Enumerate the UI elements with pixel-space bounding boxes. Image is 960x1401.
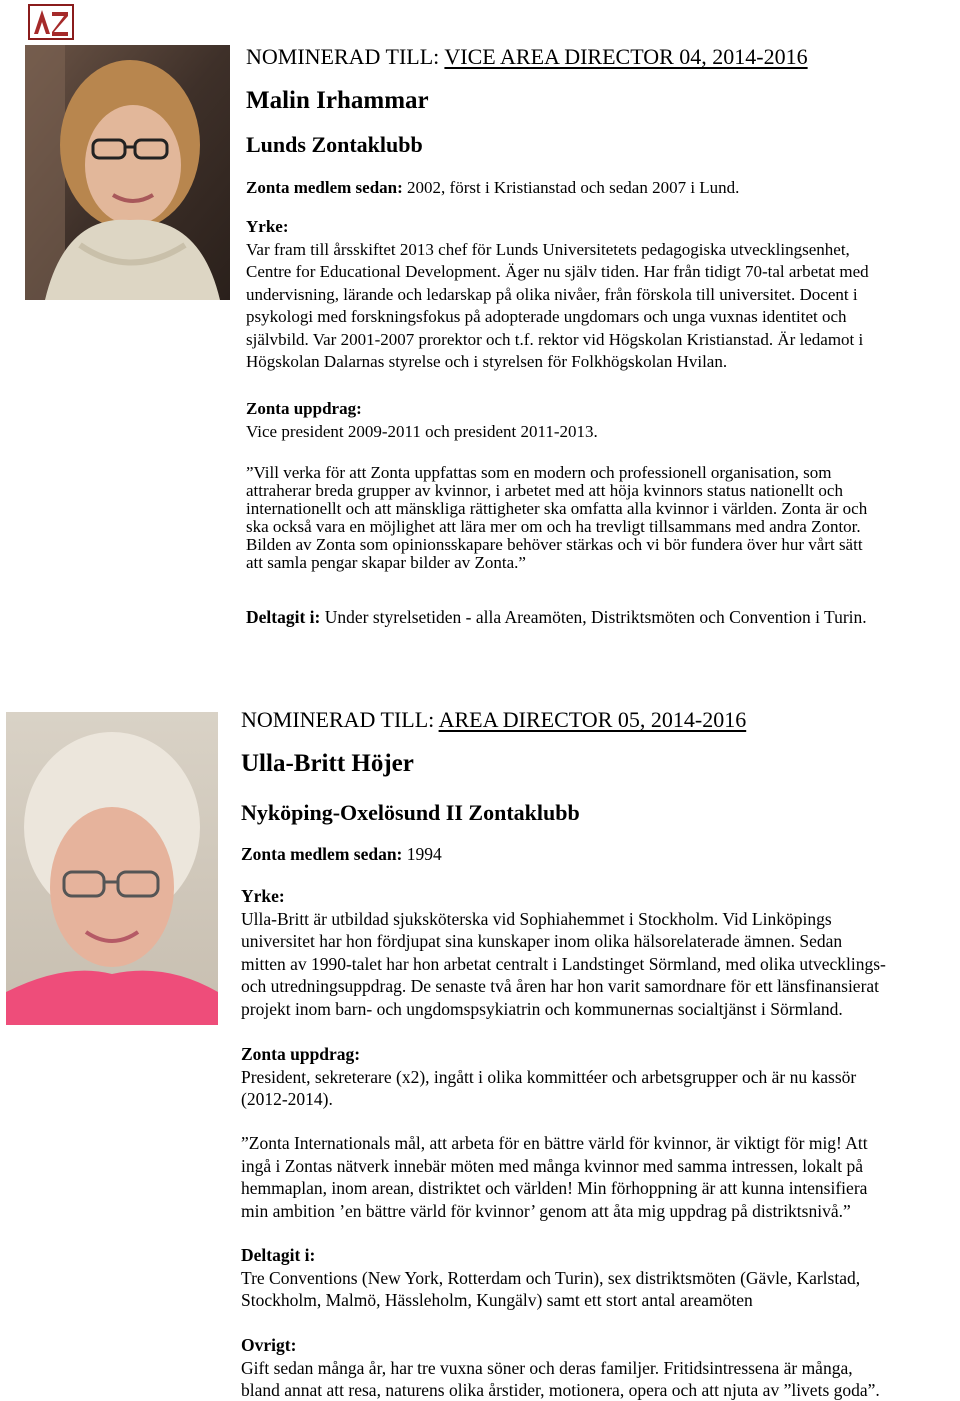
occupation-line: Var fram till årsskiftet 2013 chef för Lunds Universitetets pedagogiska utvecklingsenhet, — [246, 239, 850, 259]
assignment-label: Zonta uppdrag: — [246, 399, 362, 418]
person-name: Malin Irhammar — [246, 87, 429, 114]
occupation-label: Yrke: — [246, 217, 289, 236]
zonta-logo — [28, 4, 74, 40]
assignment-line: President, sekreterare (x2), ingått i olika kommittéer och arbetsgrupper och är nu kassör — [241, 1066, 857, 1087]
quote-line: att samla pengar skapar bilder av Zonta.” — [246, 553, 526, 572]
member-since-label: Zonta medlem sedan: — [246, 178, 403, 197]
other-line: Gift sedan många år, har tre vuxna söner och deras familjer. Fritidsintressena är många, — [241, 1357, 853, 1378]
participated-label: Deltagit i: — [241, 1245, 316, 1265]
assignment-line: Vice president 2009-2011 och president 2011-2013. — [246, 421, 598, 441]
quote-line: ”Vill verka för att Zonta uppfattas som en modern och professionell organisation, som — [246, 463, 832, 482]
person-name: Ulla-Britt Höjer — [241, 750, 414, 777]
participated-line: Stockholm, Malmö, Hässleholm, Kungälv) samt ett stort antal areamöten — [241, 1290, 753, 1310]
participated-label: Deltagit i: — [246, 607, 321, 627]
assignment-section — [246, 398, 598, 443]
nominated-prefix: NOMINERAD TILL: — [241, 707, 439, 732]
nominated-heading — [241, 707, 746, 733]
occupation-label: Yrke: — [241, 886, 285, 906]
club-name: Nyköping-Oxelösund II Zontaklubb — [241, 800, 580, 825]
other-section — [241, 1334, 880, 1401]
quote-section — [241, 1132, 868, 1222]
portrait-photo — [6, 712, 218, 1025]
quote-line: Bilden av Zonta som opinionsskapare behöver stärkas och vi bör fundera över hur vårt sätt — [246, 535, 863, 554]
nominated-role: AREA DIRECTOR 05, 2014-2016 — [438, 707, 747, 732]
nominated-prefix: NOMINERAD TILL: — [246, 44, 445, 69]
quote-section — [246, 464, 867, 572]
quote-line: min ambition ’en bättre värld för kvinnor’ genom att åta mig uppdrag på distriktsnivå.” — [241, 1200, 851, 1221]
occupation-line: Centre for Educational Development. Äger nu själv tiden. Har från tidigt 70-tal arbetat med — [246, 262, 869, 281]
participated-line: Tre Conventions (New York, Rotterdam och Turin), sex distriktsmöten (Gävle, Karlstad, — [241, 1267, 861, 1288]
occupation-section — [246, 216, 869, 374]
portrait-photo — [25, 45, 230, 300]
quote-line: attraherar breda grupper av kvinnor, i arbetet med att höja kvinnors status nationellt och — [246, 481, 843, 500]
quote-line: internationellt och att mänskliga rättigheter ska omfatta alla kvinnor i världen. Zonta är och — [246, 499, 868, 518]
club-name: Lunds Zontaklubb — [246, 132, 423, 157]
nominated-heading — [246, 44, 808, 70]
participated — [246, 606, 867, 629]
quote-line: hemmaplan, inom arean, distriktet och världen! Min förhoppning är att kunna intensifiera — [241, 1178, 868, 1198]
assignment-line: (2012-2014). — [241, 1089, 333, 1109]
occupation-line: undervisning, lärande och ledarskap på olika nivåer, från förskola till universitet. Docent i — [246, 284, 858, 304]
nominated-role: VICE AREA DIRECTOR 04, 2014-2016 — [444, 44, 808, 69]
occupation-line: projekt inom barn- och ungdomspsykiatrin och kommunernas socialtjänst i Sörmland. — [241, 998, 843, 1019]
participated-value: Under styrelsetiden - alla Areamöten, Distriktsmöten och Convention i Turin. — [320, 607, 867, 627]
assignment-section — [241, 1043, 856, 1111]
member-since-label: Zonta medlem sedan: — [241, 844, 403, 864]
member-since — [246, 177, 739, 200]
occupation-line: Ulla-Britt är utbildad sjuksköterska vid Sophiahemmet i Stockholm. Vid Linköpings — [241, 908, 832, 929]
participated-section — [241, 1244, 860, 1312]
quote-line: ska också vara en möjlighet att lära mer om och ha trevligt tillsammans med andra Zontor. — [246, 517, 861, 536]
member-since-value: 2002, först i Kristianstad och sedan 2007 i Lund. — [402, 178, 740, 197]
occupation-line: Högskolan Dalarnas styrelse och i styrelsen för Folkhögskolan Hvilan. — [246, 352, 728, 371]
assignment-label: Zonta uppdrag: — [241, 1044, 361, 1064]
other-line: bland annat att resa, naturens olika årstider, motionera, opera och att njuta av ”livets goda”. — [241, 1380, 880, 1400]
quote-line: ingå i Zontas nätverk innebär möten med många kvinnor med samma intressen, lokalt på — [241, 1155, 864, 1176]
occupation-line: och utredningsuppdrag. De senaste två åren har hon varit samordnare för ett länsfinansierat — [241, 976, 880, 996]
other-label: Ovrigt: — [241, 1335, 297, 1355]
member-since-value: 1994 — [402, 844, 442, 864]
occupation-line: självbild. Var 2001-2007 prorektor och t.f. rektor vid Högskolan Kristianstad. Är ledamot i — [246, 329, 864, 349]
occupation-section — [241, 885, 886, 1020]
occupation-line: universitet har hon fördjupat sina kunskaper inom olika hälsorelaterade ämnen. Sedan — [241, 931, 843, 951]
member-since — [241, 843, 442, 866]
quote-line: ”Zonta Internationals mål, att arbeta för en bättre värld för kvinnor, är viktigt för mig! Att — [241, 1133, 868, 1153]
occupation-line: psykologi med forskningsfokus på adopterade ungdomars och unga vuxnas identitet och — [246, 307, 847, 326]
occupation-line: mitten av 1990-talet har hon arbetat centralt i Landstinget Sörmland, med olika utvecklings- — [241, 953, 886, 974]
